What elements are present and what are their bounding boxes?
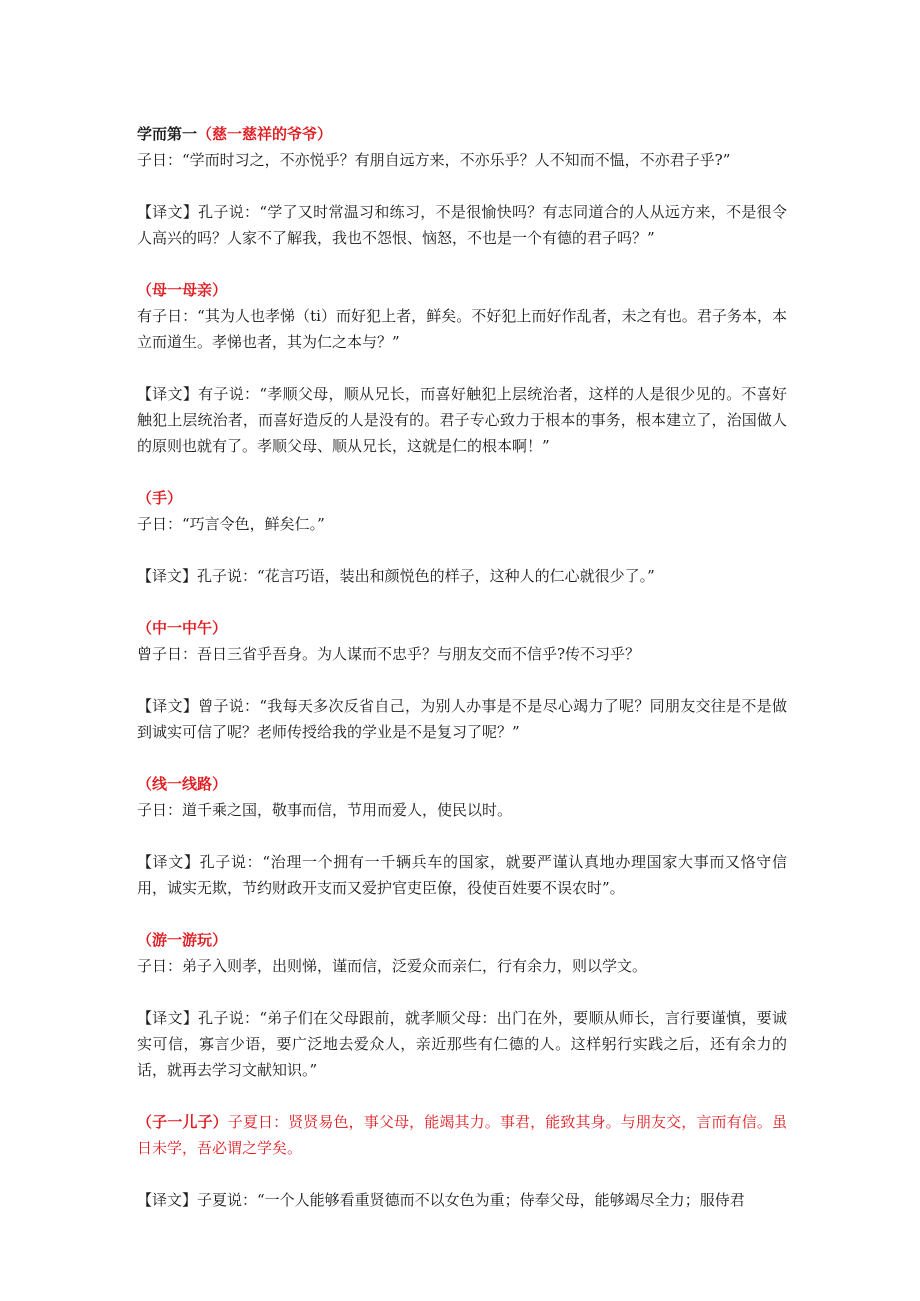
- translation-paragraph: [137, 199, 787, 251]
- translation-tag: 【译文】: [137, 1191, 198, 1209]
- translation-text: 曾子说：“我每天多次反省自己，为别人办事是不是尽心竭力了呢？同朋友交往是不是做到诚实可信了呢？老师传授给我的学业是不是复习了呢？”: [137, 697, 787, 741]
- chapter-title: 学而第一: [137, 125, 198, 143]
- original-text: 子日：道千乘之国，敬事而信，节用而爱人，使民以时。: [137, 801, 513, 819]
- translation-tag: 【译文】: [137, 1009, 199, 1027]
- section-2: [137, 277, 787, 485]
- mnemonic-note: （游一游玩）: [137, 931, 228, 949]
- section-3: [137, 485, 787, 615]
- translation-paragraph: [137, 1005, 787, 1083]
- translation-text: 孔子说：“花言巧语，装出和颜悦色的样子，这种人的仁心就很少了。”: [197, 567, 655, 585]
- translation-paragraph: [137, 693, 787, 745]
- mnemonic-note: （子一儿子）: [137, 1113, 228, 1131]
- original-text: 子日：弟子入则孝，出则悌，谨而信，泛爱众而亲仁，行有余力，则以学文。: [137, 957, 648, 975]
- mnemonic-note: （慈一慈祥的爷爷）: [197, 125, 333, 143]
- section-heading: [137, 277, 787, 303]
- original-text: 子日：“巧言令色，鲜矣仁。”: [137, 515, 325, 533]
- mnemonic-note: （母一母亲）: [137, 281, 228, 299]
- translation-text: 子夏说：“一个人能够看重贤德而不以女色为重；侍奉父母，能够竭尽全力；服侍君: [197, 1191, 745, 1209]
- original-text: 曾子日：吾日三省乎吾身。为人谋而不忠乎？与朋友交而不信乎?传不习乎？: [137, 645, 641, 663]
- translation-tag: 【译文】: [137, 567, 198, 585]
- translation-paragraph: [137, 381, 787, 459]
- section-4: [137, 615, 787, 771]
- translation-paragraph: [137, 1187, 787, 1213]
- section-1: [137, 121, 787, 277]
- section-5: [137, 771, 787, 927]
- document-page: [137, 121, 787, 1213]
- translation-paragraph: [137, 849, 787, 901]
- translation-text: 有子说：“孝顺父母，顺从兄长，而喜好触犯上层统治者，这样的人是很少见的。不喜好触犯上层统治者，而喜好造反的人是没有的。君子专心致力于根本的事务，根本建立了，治国做人的原则也就有了。孝顺父母、顺从兄长，这就是仁的根本啊！”: [137, 385, 787, 455]
- translation-text: 孔子说：“弟子们在父母跟前，就孝顺父母：出门在外，要顺从师长，言行要谨慎，要诚实可信，寡言少语，要广泛地去爱众人，亲近那些有仁德的人。这样躬行实践之后，还有余力的话，就再去学习文献知识。”: [137, 1009, 787, 1079]
- section-7: [137, 1109, 787, 1213]
- section-heading: [137, 771, 787, 797]
- original-text: 子日：“学而时习之，不亦悦乎？有朋自远方来，不亦乐乎？人不知而不愠，不亦君子乎?”: [137, 151, 731, 169]
- section-heading: [137, 121, 787, 147]
- translation-tag: 【译文】: [137, 697, 199, 715]
- original-text: 有子日：“其为人也孝悌（ti）而好犯上者，鲜矣。不好犯上而好作乱者，未之有也。君子务本，本立而道生。孝悌也者，其为仁之本与？”: [137, 307, 787, 351]
- section-heading: [137, 615, 787, 641]
- translation-text: 孔子说：“治理一个拥有一千辆兵车的国家，就要严谨认真地办理国家大事而又恪守信用，诚实无欺，节约财政开支而又爱护官吏臣僚，役使百姓要不误农时”。: [137, 853, 787, 897]
- mnemonic-note: （中一中午）: [137, 619, 228, 637]
- section-heading: [137, 927, 787, 953]
- translation-tag: 【译文】: [137, 385, 199, 403]
- translation-paragraph: [137, 563, 787, 589]
- section-heading: [137, 485, 787, 511]
- translation-text: 孔子说：“学了又时常温习和练习，不是很愉快吗？有志同道合的人从远方来，不是很令人高兴的吗？人家不了解我，我也不怨恨、恼怒，不也是一个有德的君子吗？”: [137, 203, 787, 247]
- translation-tag: 【译文】: [137, 853, 200, 871]
- mnemonic-note: （手）: [137, 489, 183, 507]
- original-text: 子夏日：贤贤易色，事父母，能竭其力。事君，能致其身。与朋友交，言而有信。虽日未学，吾必谓之学矣。: [137, 1113, 787, 1157]
- section-6: [137, 927, 787, 1109]
- mnemonic-note: （线一线路）: [137, 775, 228, 793]
- translation-tag: 【译文】: [137, 203, 199, 221]
- original-paragraph: [137, 1109, 787, 1161]
